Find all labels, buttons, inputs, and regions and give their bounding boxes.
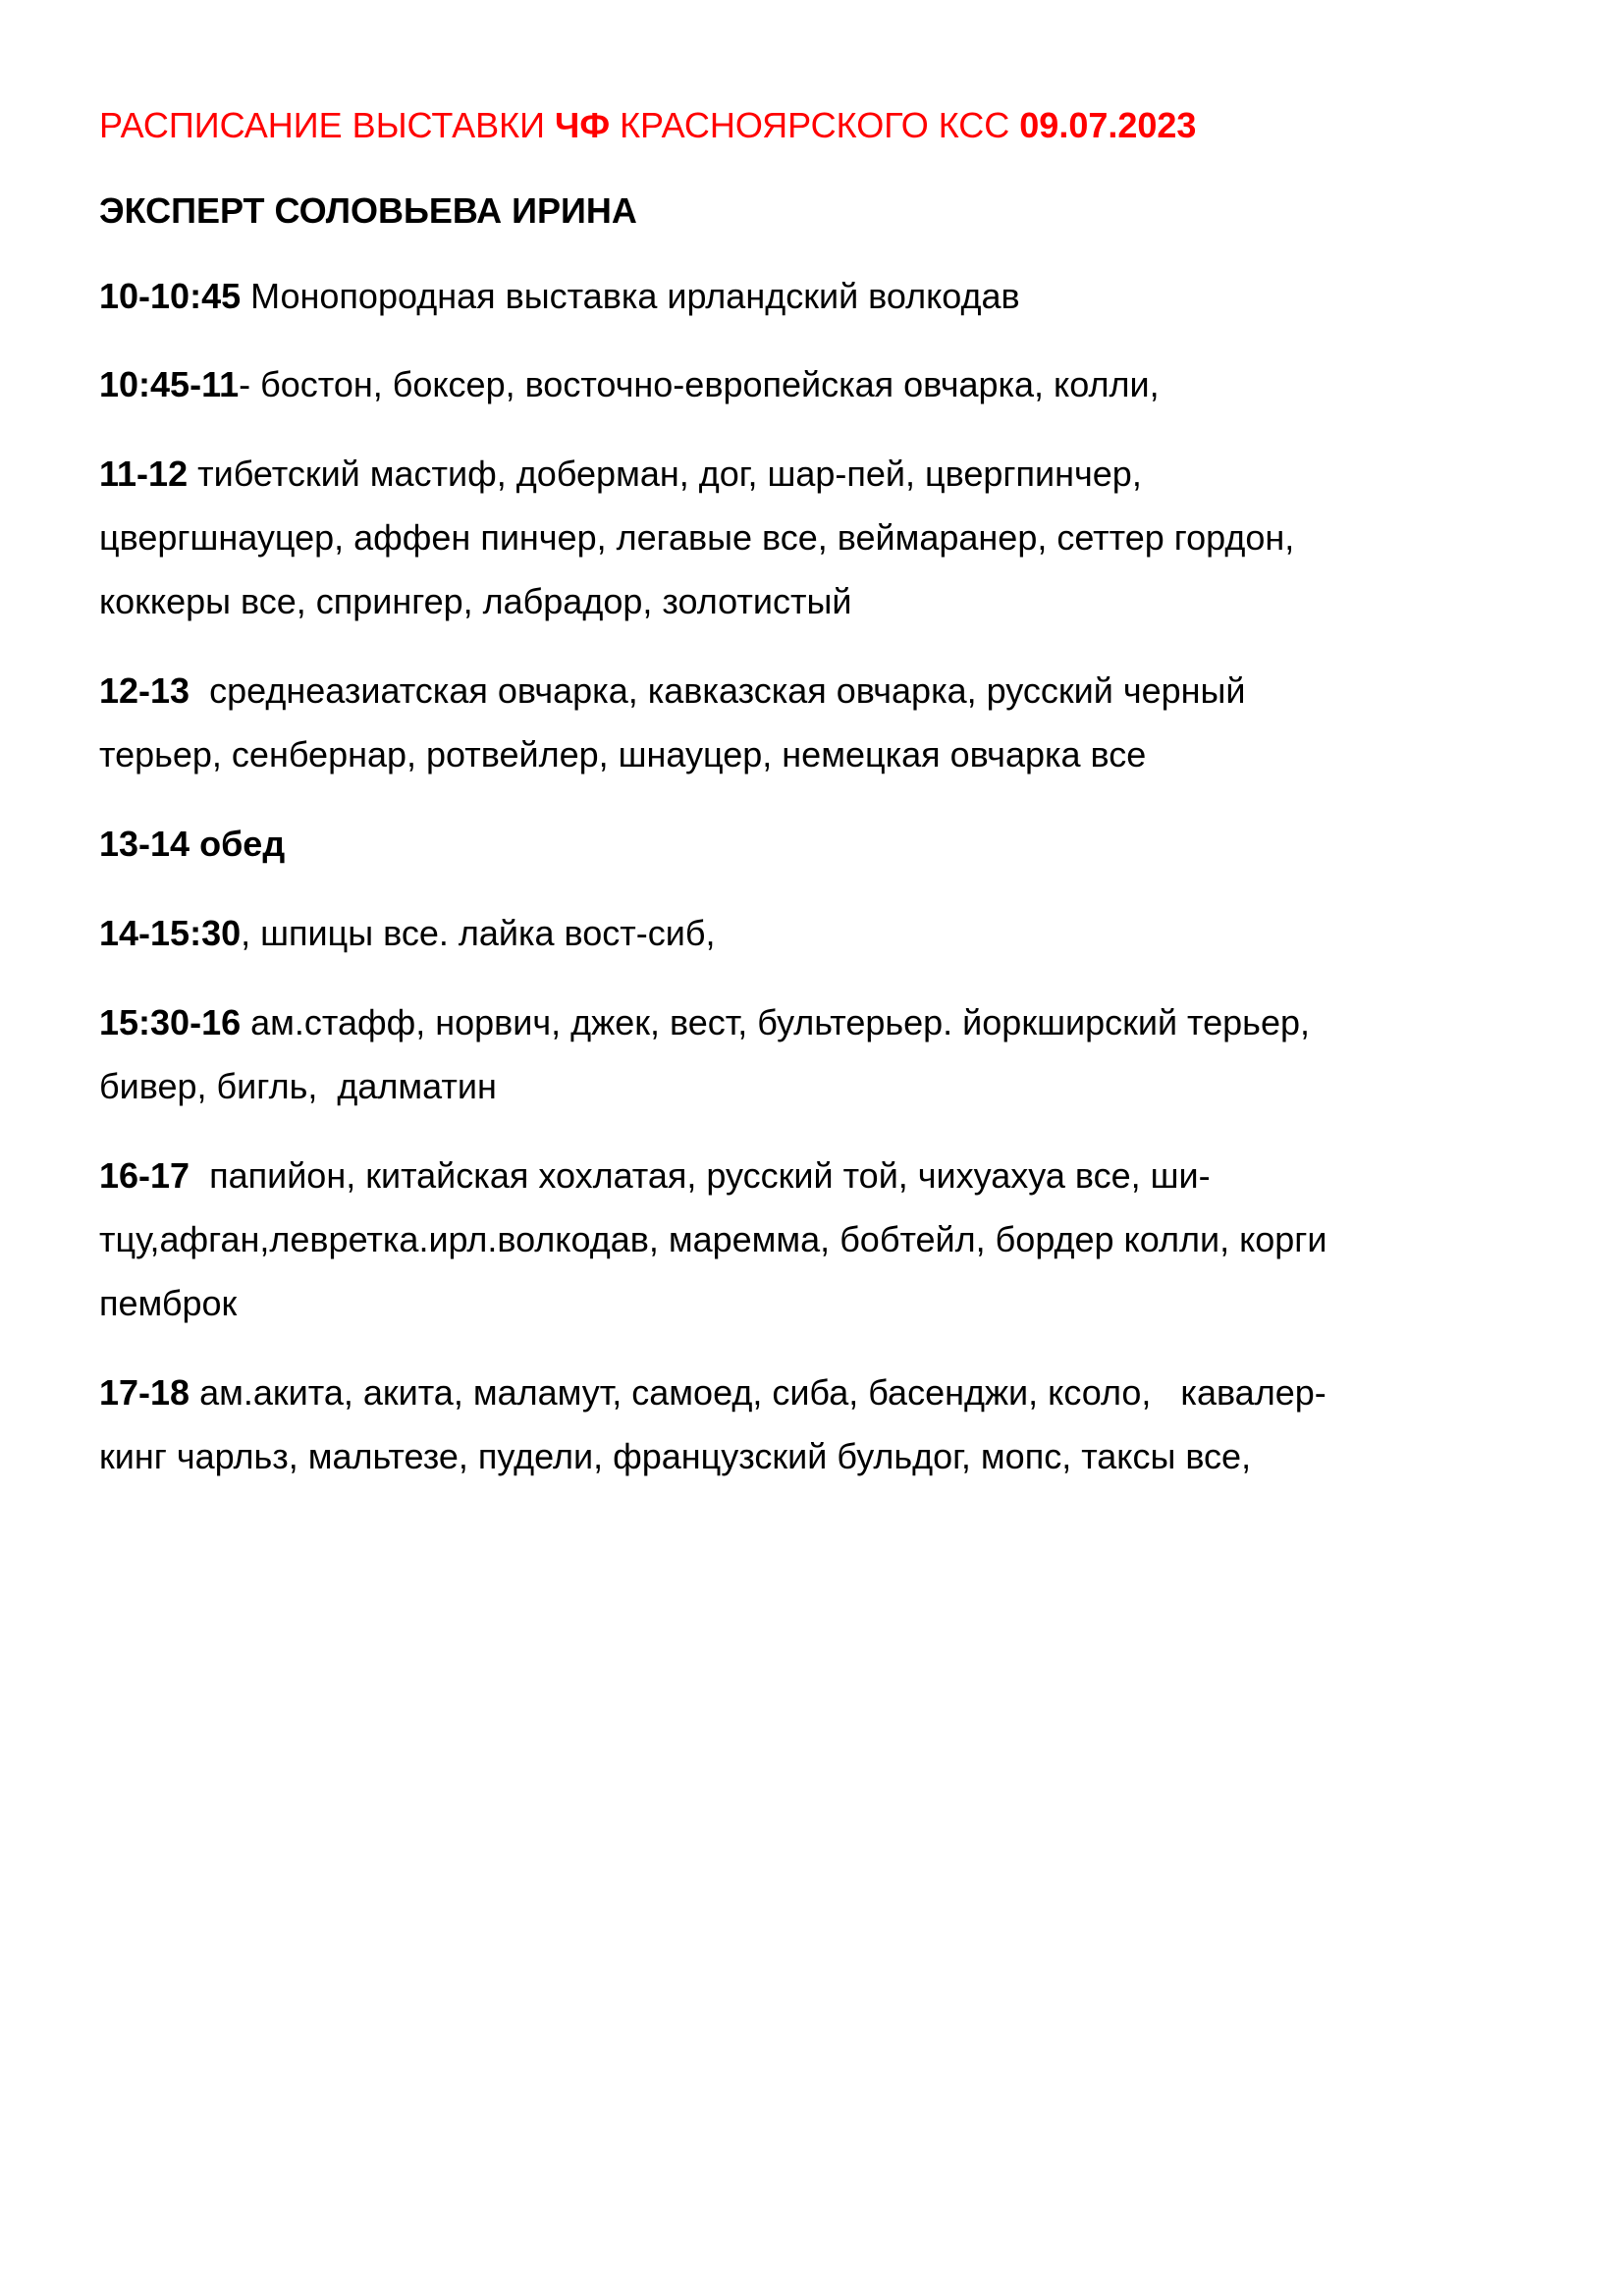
title-part-1: РАСПИСАНИЕ ВЫСТАВКИ bbox=[99, 105, 556, 145]
entry-text-line-1: папийон, китайская хохлатая, русский той, чихуахуа все, ши- bbox=[189, 1155, 1211, 1196]
expert-name: ЭКСПЕРТ СОЛОВЬЕВА ИРИНА bbox=[99, 190, 637, 231]
title-date: 09.07.2023 bbox=[1019, 105, 1197, 145]
entry-time: 15:30-16 bbox=[99, 1002, 242, 1042]
entry-text-line-1: среднеазиатская овчарка, кавказская овчарка, русский черный bbox=[189, 670, 1246, 711]
schedule-entry bbox=[99, 901, 1533, 965]
schedule-entry bbox=[99, 352, 1533, 416]
entry-text-line-3: пемброк bbox=[99, 1283, 238, 1323]
entry-text: - бостон, боксер, восточно-европейская овчарка, колли, bbox=[239, 364, 1160, 404]
entry-time: 17-18 bbox=[99, 1372, 190, 1413]
entry-time: 16-17 bbox=[99, 1155, 190, 1196]
entry-text-line-2: цвергшнауцер, аффен пинчер, легавые все, веймаранер, сеттер гордон, bbox=[99, 517, 1295, 558]
title-part-3: КРАСНОЯРСКОГО КСС bbox=[610, 105, 1020, 145]
schedule-entry bbox=[99, 812, 1533, 876]
document-page bbox=[99, 102, 1533, 1488]
entry-text-line-1: тибетский мастиф, доберман, дог, шар-пей, цвергпинчер, bbox=[188, 454, 1142, 494]
entry-text-line-1: ам.акита, акита, маламут, самоед, сиба, басенджи, ксоло, кавалер- bbox=[189, 1372, 1326, 1413]
schedule-entry bbox=[99, 1361, 1533, 1488]
schedule-entry bbox=[99, 659, 1533, 786]
entry-time: 11-12 bbox=[99, 454, 189, 494]
entry-time: 14-15:30 bbox=[99, 913, 242, 953]
entry-text-line-2: бивер, бигль, далматин bbox=[99, 1066, 497, 1106]
document-title bbox=[99, 102, 1533, 149]
entry-text-line-1: ам.стафф, норвич, джек, вест, бультерьер. йоркширский терьер, bbox=[241, 1002, 1310, 1042]
entry-time: 13-14 обед bbox=[99, 824, 286, 864]
entry-time: 10-10:45 bbox=[99, 276, 242, 316]
schedule-entry bbox=[99, 442, 1533, 633]
title-part-2: ЧФ bbox=[555, 105, 611, 145]
schedule-entry bbox=[99, 264, 1533, 328]
entry-text-line-2: тцу,афган,левретка.ирл.волкодав, маремма, бобтейл, бордер колли, корги bbox=[99, 1219, 1327, 1259]
entry-text-line-2: кинг чарльз, мальтезе, пудели, французский бульдог, мопс, таксы все, bbox=[99, 1436, 1252, 1476]
entry-text-line-2: терьер, сенбернар, ротвейлер, шнауцер, немецкая овчарка все bbox=[99, 734, 1147, 774]
entry-text-line-3: коккеры все, спрингер, лабрадор, золотистый bbox=[99, 581, 852, 621]
entry-text: , шпицы все. лайка вост-сиб, bbox=[241, 913, 716, 953]
entry-time: 12-13 bbox=[99, 670, 190, 711]
entry-text: Монопородная выставка ирландский волкодав bbox=[241, 276, 1020, 316]
schedule-entry bbox=[99, 1144, 1533, 1335]
entry-time: 10:45-11 bbox=[99, 364, 240, 404]
schedule-entry bbox=[99, 990, 1533, 1118]
